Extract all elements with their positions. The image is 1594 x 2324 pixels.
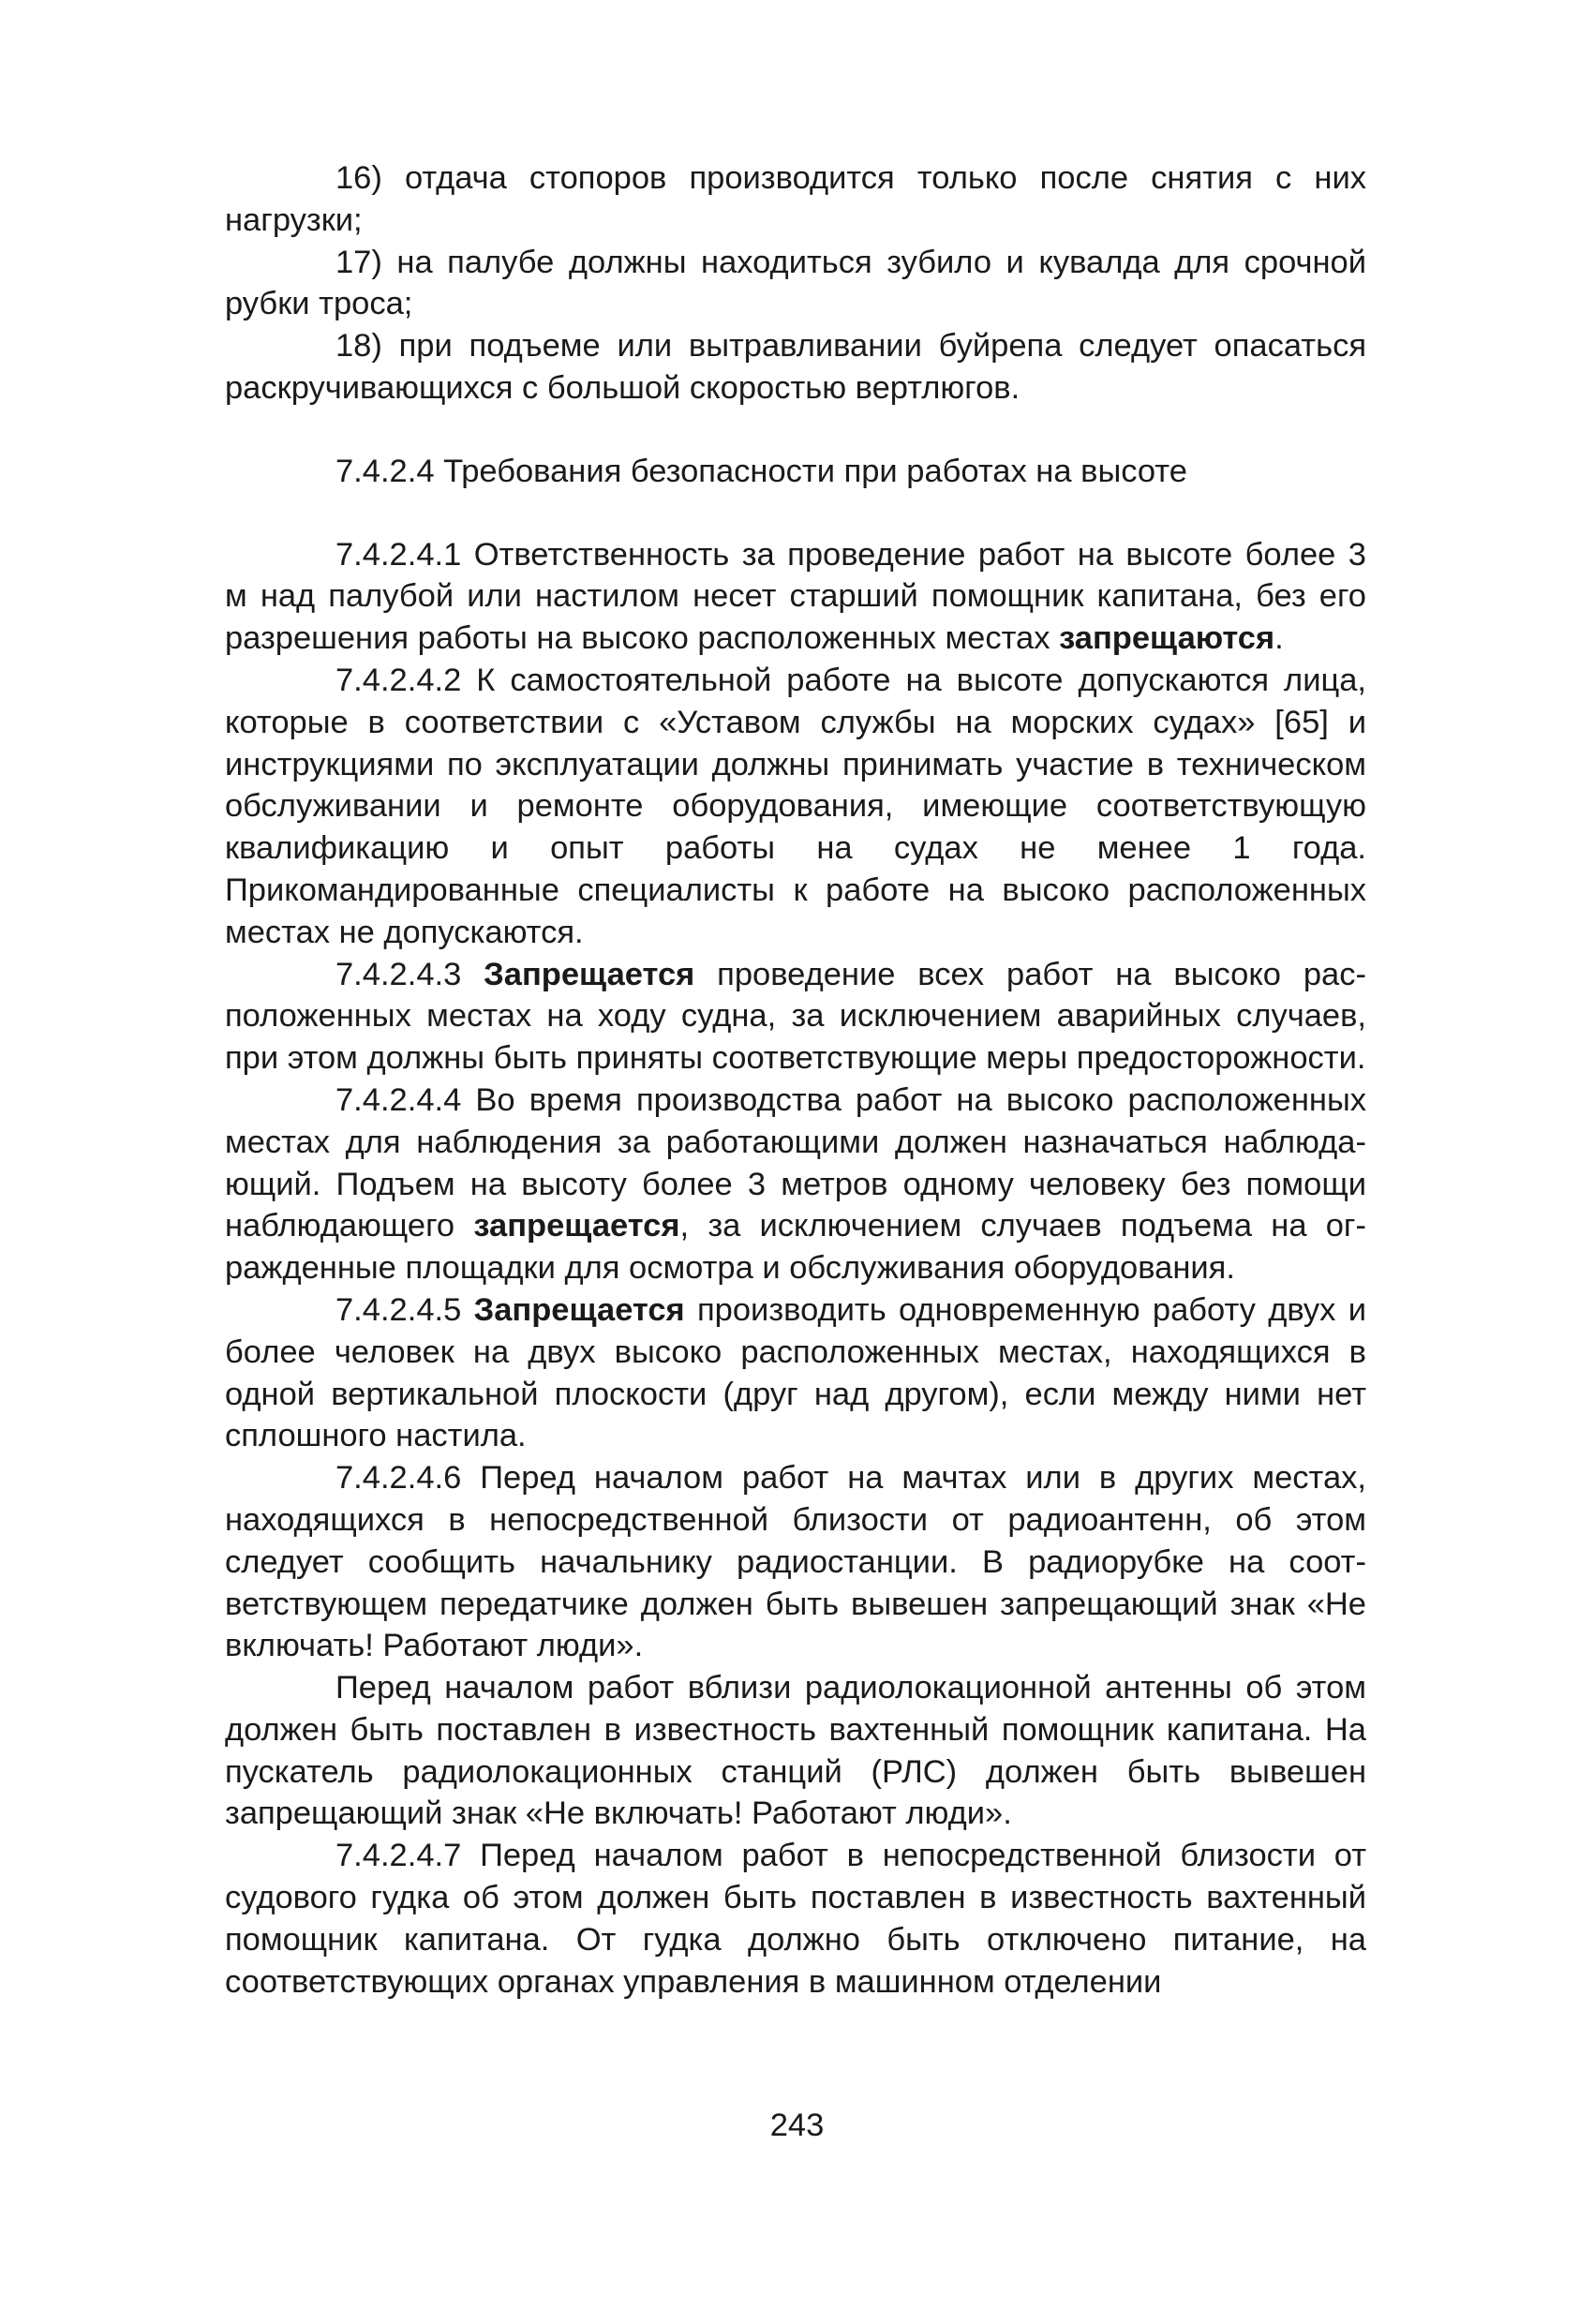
clause-emphasis: Запрещается	[484, 956, 695, 992]
clause-7-4-2-4-7	[225, 1835, 1366, 2003]
clause-text: 7.4.2.4.4 Во время производства работ на высоко расположенных местах для наблюдения за работающими должен назначаться наблюдающий. Подъем на высоту более 3 метров одному человеку без помощи наблюдающего	[225, 1081, 1366, 1244]
clause-emphasis: запрещается	[473, 1208, 680, 1244]
clause-text: 7.4.2.4.1 Ответственность за проведение работ на высоте более 3 м над палубой или настилом несет старший помощник капитана, без его разрешения работы на высоко расположенных местах	[225, 536, 1366, 657]
clause-7-4-2-4-1	[225, 534, 1366, 660]
page-body	[225, 157, 1366, 2003]
list-item-18: 18) при подъеме или вытравливании буйрепа следует опасаться раскручивающихся с большой скоростью вертлюгов.	[225, 328, 1366, 406]
clause-text: 7.4.2.4.3	[335, 956, 484, 992]
clause-text: производить одновременную работу двух и более человек на двух высоко расположенных местах, находящихся в одной вертикальной плоскости (друг над другом), если между ними нет сплошного настила.	[225, 1291, 1366, 1454]
clause-7-4-2-4-2	[225, 660, 1366, 954]
clause-text: проведение всех работ на высоко расположенных местах на ходу судна, за исключением аварийных случаев, при этом должны быть приняты соответствующие меры предосторожности.	[225, 956, 1366, 1077]
list-item-16: 16) отдача стопоров производится только после снятия с них нагрузки;	[225, 160, 1366, 238]
clause-emphasis: Запрещается	[473, 1291, 685, 1328]
clause-7-4-2-4-5	[225, 1289, 1366, 1457]
list-item-17: 17) на палубе должны находиться зубило и кувалда для срочной рубки троса;	[225, 244, 1366, 322]
radar-paragraph	[225, 1667, 1366, 1835]
clause-7-4-2-4-4	[225, 1080, 1366, 1289]
page-number: 243	[769, 2108, 825, 2143]
clause-emphasis: запрещаются	[1059, 620, 1275, 657]
clause-7-4-2-4-6	[225, 1457, 1366, 1667]
clause-text: 7.4.2.4.5	[335, 1291, 474, 1328]
clause-text: 7.4.2.4.2 К самостоятельной работе на высоте допускаются лица, которые в соответствии с «Уставом службы на морских судах» [65] и инструкциями по эксплуатации должны принимать участие в техническом обслуживании и ремонте оборудования, имеющие соответствующую квалификацию и опыт работы на судах не менее 1 года. Прикомандированные специалисты к работе на высоко расположенных местах не допускаются.	[225, 662, 1366, 950]
section-heading: 7.4.2.4 Требования безопасности при работах на высоте	[335, 453, 1187, 489]
clause-text: 7.4.2.4.7 Перед началом работ в непосредственной близости от судового гудка об этом должен быть поставлен в известность вахтенный помощник капитана. От гудка должно быть отключено питание, на соответствующих органах управления в машинном отделении	[225, 1838, 1366, 2000]
clause-text: , за исключением случаев подъема на огражденные площадки для осмотра и обслуживания оборудования.	[225, 1208, 1366, 1287]
clause-text: Перед началом работ вблизи радиолокационной антенны об этом должен быть поставлен в известность вахтенный помощник капитана. На пускатель радиолокационных станций (РЛС) должен быть вывешен запрещающий знак «Не включать! Работают люди».	[225, 1670, 1366, 1832]
clause-7-4-2-4-3	[225, 954, 1366, 1080]
clause-text: .	[1274, 620, 1284, 657]
clause-text: 7.4.2.4.6 Перед началом работ на мачтах или в других местах, находящихся в непосредственной близости от радиоантенн, об этом следует сообщить начальнику радиостанции. В радиорубке на соответствующем передатчике должен быть вывешен запрещающий знак «Не включать! Работают люди».	[225, 1460, 1366, 1664]
